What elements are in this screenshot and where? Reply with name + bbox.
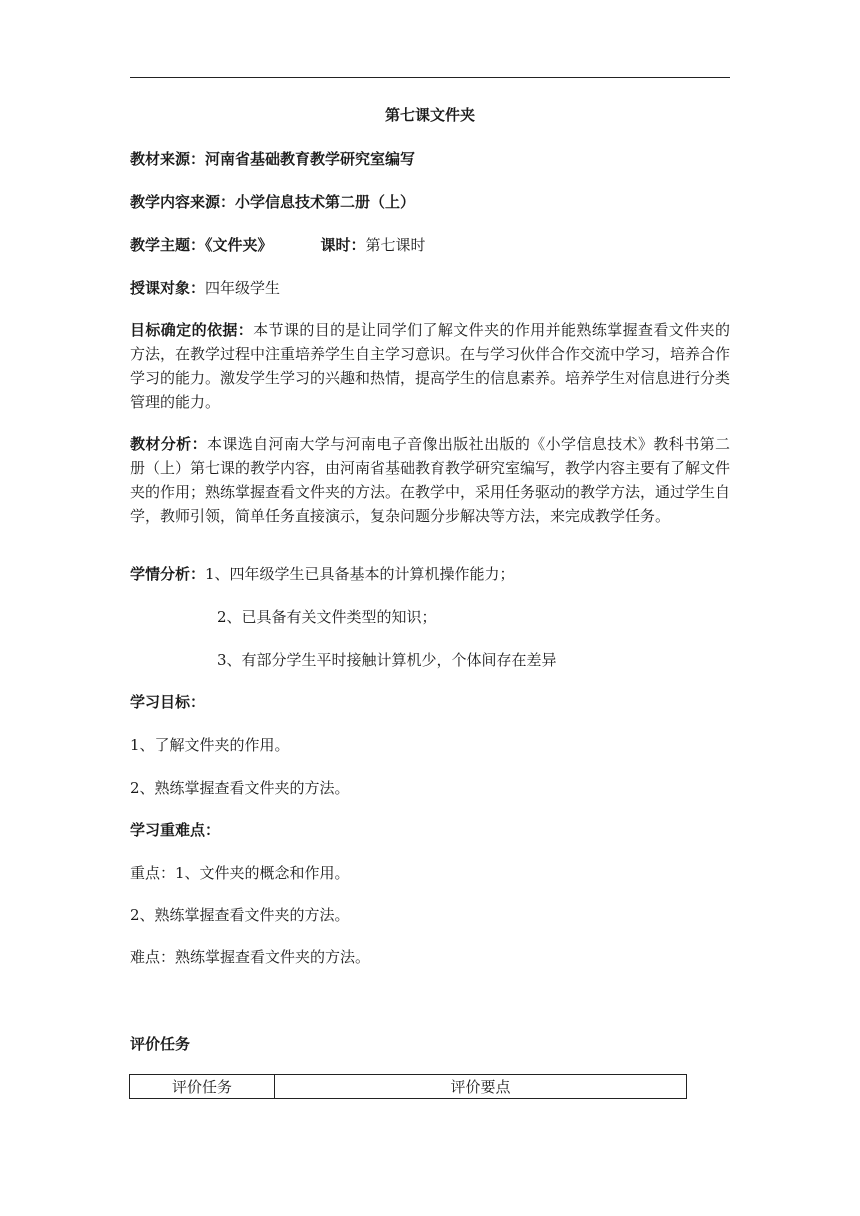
theme-value: 《文件夹》	[205, 236, 273, 254]
goals-heading: 学习目标：	[130, 693, 206, 711]
audience-label: 授课对象：	[130, 279, 206, 297]
evaluation-heading: 评价任务	[130, 1035, 191, 1053]
theme-label: 教学主题：	[130, 236, 206, 254]
learner-item: 2、已具备有关文件类型的知识；	[217, 608, 437, 626]
period-value: 第七课时	[365, 236, 426, 254]
learner-item: 1、四年级学生已具备基本的计算机操作能力；	[205, 565, 515, 583]
learner-item: 3、有部分学生平时接触计算机少，个体间存在差异	[217, 651, 557, 669]
document-title: 第七课文件夹	[384, 106, 475, 124]
source-line	[130, 148, 415, 170]
evaluation-table	[129, 1074, 687, 1099]
content-source-value: 小学信息技术第二册（上）	[235, 193, 416, 211]
analysis-text: 本课选自河南大学与河南电子音像出版社出版的《小学信息技术》教科书第二册（上）第七课的教学内容，由河南省基础教育教学研究室编写，教学内容主要有了解文件夹的作用；熟练掌握查看文件夹的方法。在教学中，采用任务驱动的教学方法，通过学生自学，教师引领，简单任务直接演示，复杂问题分步解决等方法，来完成教学任务。	[130, 435, 731, 525]
analysis-label: 教材分析：	[130, 435, 207, 453]
table-row	[130, 1075, 687, 1099]
source-label: 教材来源：	[130, 150, 206, 168]
audience-line	[130, 277, 280, 299]
content-source-line	[130, 191, 415, 213]
theme-line	[130, 234, 426, 256]
basis-label: 目标确定的依据：	[130, 321, 254, 339]
table-header-cell: 评价任务	[130, 1075, 275, 1099]
goal-item: 1、了解文件夹的作用。	[130, 736, 290, 754]
keypoint-item: 难点：熟练掌握查看文件夹的方法。	[130, 948, 371, 966]
analysis-paragraph	[130, 432, 730, 528]
header-rule	[130, 77, 730, 78]
audience-value: 四年级学生	[205, 279, 281, 297]
keypoint-item: 重点：1、文件夹的概念和作用。	[130, 864, 350, 882]
source-value: 河南省基础教育教学研究室编写	[205, 150, 416, 168]
basis-text: 本节课的目的是让同学们了解文件夹的作用并能熟练掌握查看文件夹的方法，在教学过程中注重培养学生自主学习意识。在与学习伙伴合作交流中学习，培养合作学习的能力。激发学生学习的兴趣和热情，提高学生的信息素养。培养学生对信息进行分类管理的能力。	[130, 321, 731, 411]
table-header-cell: 评价要点	[275, 1075, 687, 1099]
content-source-label: 教学内容来源：	[130, 193, 236, 211]
basis-paragraph	[130, 318, 730, 414]
learner-label: 学情分析：	[130, 565, 206, 583]
keypoints-heading: 学习重难点：	[130, 821, 221, 839]
keypoint-item: 2、熟练掌握查看文件夹的方法。	[130, 906, 350, 924]
goal-item: 2、熟练掌握查看文件夹的方法。	[130, 779, 350, 797]
learner-line	[130, 563, 515, 585]
period-label: 课时：	[320, 236, 366, 254]
